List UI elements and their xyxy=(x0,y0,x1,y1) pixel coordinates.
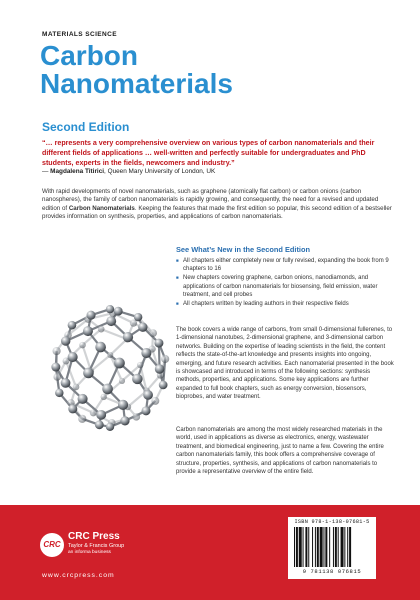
body-paragraph-2: Carbon nanomaterials are among the most widely researched materials in the world, used in applications as diverse as electronics, energy, wastewater treatment, and biomedical engineering, just to name a few. Covering the entire carbon nanomaterials family, this book offers a comprehensive coverage of structure, properties, synthesis, and applications of carbon nanomaterials to provide a representative overview of the entire field. xyxy=(176,427,384,476)
barcode-bar xyxy=(341,527,344,567)
book-title xyxy=(40,42,233,98)
whats-new-item: ■ All chapters written by leading authors in their respective fields xyxy=(176,300,396,308)
publisher-informa: an informa business xyxy=(68,550,111,555)
body-paragraph-1: The book covers a wide range of carbons, from small 0-dimensional fullerenes, to 1-dimensional nanotubes, 2-dimensional graphene, and 3-dimensional carbon networks. Building on the expertise of leading scientists in the field, the content reflects the state-of-the-art knowledge and presents insights into ongoing, emerging, and future research activities. Each nanomaterial presented in the book is showcased and introduced in terms of the following sections: synthesis methods, properties, and applications. Some key applications are further expanded to full book chapters, such as energy conversion, biosensors, bioprobes, and water treatment. xyxy=(176,327,394,401)
molecule-atom xyxy=(120,416,129,425)
molecule-atom xyxy=(78,415,86,423)
intro-book-name: Carbon Nanomaterials xyxy=(68,204,135,212)
molecule-atom xyxy=(159,381,168,390)
molecule-atom xyxy=(132,374,142,384)
whats-new-item: ■ New chapters covering graphene, carbon onions, nanodiamonds, and applications of carbon nanomaterials for biosensing, field emission, water treatment, and cell probes xyxy=(176,274,396,299)
molecule-atom xyxy=(79,342,86,349)
whats-new-item: ■ All chapters either completely new or fully revised, expanding the book from 9 chapters to 16 xyxy=(176,257,396,273)
molecule-atom xyxy=(155,364,165,374)
molecule-atom xyxy=(83,368,94,379)
molecule-atom xyxy=(95,420,104,429)
publisher-name: CRC Press xyxy=(68,531,120,542)
barcode-bar xyxy=(308,527,309,567)
barcode-bar xyxy=(315,527,316,567)
intro-text-2: . Keeping the features that made the first edition so popular, this second edition of a bestseller provides information on synthesis, properties, and applications of carbon nanomaterials. xyxy=(42,204,392,221)
molecule-atom xyxy=(51,362,60,371)
molecule-atom xyxy=(68,352,78,362)
whats-new-heading: See What’s New in the Second Edition xyxy=(176,245,311,254)
molecule-atom xyxy=(106,423,114,431)
review-quote: “… represents a very comprehensive overview on various types of carbon nanomaterials and their different fields of applications … well-written and perfectly suitable for undergraduates and PhD students, experts in the fields, newcomers and industry.” xyxy=(42,139,375,167)
intro-text-1: With rapid developments of novel nanomaterials, such as graphene (atomically flat carbon) or carbon onions (carbon nanospheres), the family of carbon nanomaterials is rapidly growing, and consequently, the need for a revised and updated edition of xyxy=(42,188,379,212)
whats-new-list xyxy=(176,257,396,309)
barcode-bar xyxy=(333,527,334,567)
molecule-atom xyxy=(161,355,169,363)
molecule-atom xyxy=(142,406,151,415)
molecule-atom xyxy=(53,347,61,355)
quote-author: Magdalena Titirici xyxy=(50,168,105,175)
molecule-atom xyxy=(98,326,105,333)
barcode-bar xyxy=(303,527,304,567)
publisher-url: www.crcpress.com xyxy=(42,572,115,579)
title-line-1: Carbon xyxy=(40,40,138,71)
quote-affiliation: , Queen Mary University of London, UK xyxy=(104,168,216,175)
molecule-atom xyxy=(83,326,93,336)
barcode-bar xyxy=(338,527,339,567)
molecule-atom xyxy=(106,305,114,313)
barcode-bar xyxy=(317,527,319,567)
molecule-atom xyxy=(154,339,163,348)
molecule-atom xyxy=(114,358,125,369)
quote-attribution xyxy=(42,168,215,175)
molecule-atom xyxy=(134,313,142,321)
molecule-atom xyxy=(68,404,77,413)
isbn-text: ISBN 978-1-138-07681-5 xyxy=(294,519,370,525)
molecule-bond xyxy=(110,339,127,355)
crc-logo-icon: CRC xyxy=(40,533,64,557)
publisher-group: Taylor & Francis Group xyxy=(68,543,125,549)
barcode-bar xyxy=(335,527,337,567)
molecule-atom xyxy=(132,413,140,421)
edition-label: Second Edition xyxy=(42,120,130,134)
molecule-atom xyxy=(114,307,123,316)
molecule-atom xyxy=(95,342,106,353)
molecule-atom xyxy=(119,378,125,384)
molecule-atom xyxy=(102,384,113,395)
molecule-atom xyxy=(149,329,157,337)
intro-paragraph xyxy=(42,188,394,222)
molecule-atom xyxy=(78,394,88,404)
molecule-atom xyxy=(138,322,147,331)
molecule-atom xyxy=(151,397,159,405)
barcode-bar xyxy=(347,527,348,567)
molecule-atom xyxy=(61,336,70,345)
barcode-bar xyxy=(323,527,324,567)
molecule-atom xyxy=(53,373,61,381)
molecule-atom xyxy=(61,378,71,388)
barcode-bar xyxy=(325,527,327,567)
barcode-icon xyxy=(294,527,370,567)
barcode-panel xyxy=(288,517,376,579)
barcode-number: 9 781138 076815 xyxy=(302,568,362,575)
title-line-2: Nanomaterials xyxy=(40,68,233,99)
molecule-atom xyxy=(86,311,95,320)
molecule-atom xyxy=(123,332,133,342)
molecule-atom xyxy=(137,362,143,368)
fullerene-molecule-illustration xyxy=(40,250,170,490)
barcode-bar xyxy=(294,527,295,567)
barcode-bar xyxy=(312,527,313,567)
molecule-atom xyxy=(141,348,151,358)
quote-dash: — xyxy=(42,168,49,175)
molecule-atom xyxy=(143,390,153,400)
molecule-atom xyxy=(73,384,80,391)
series-label: MATERIALS SCIENCE xyxy=(42,31,117,38)
barcode-bar xyxy=(296,527,298,567)
molecule-atom xyxy=(107,352,113,358)
molecule-atom xyxy=(101,394,107,400)
barcode-bar xyxy=(305,527,307,567)
molecule-atom xyxy=(106,316,116,326)
barcode-bar xyxy=(329,527,330,567)
molecule-atom xyxy=(68,321,77,330)
barcode-bar xyxy=(320,527,323,567)
barcode-bar xyxy=(344,527,345,567)
barcode-bar xyxy=(299,527,302,567)
molecule-atom xyxy=(118,400,128,410)
molecule-atom xyxy=(96,410,106,420)
molecule-atom xyxy=(90,409,97,416)
barcode-bar xyxy=(349,527,351,567)
molecule-atom xyxy=(55,389,63,397)
